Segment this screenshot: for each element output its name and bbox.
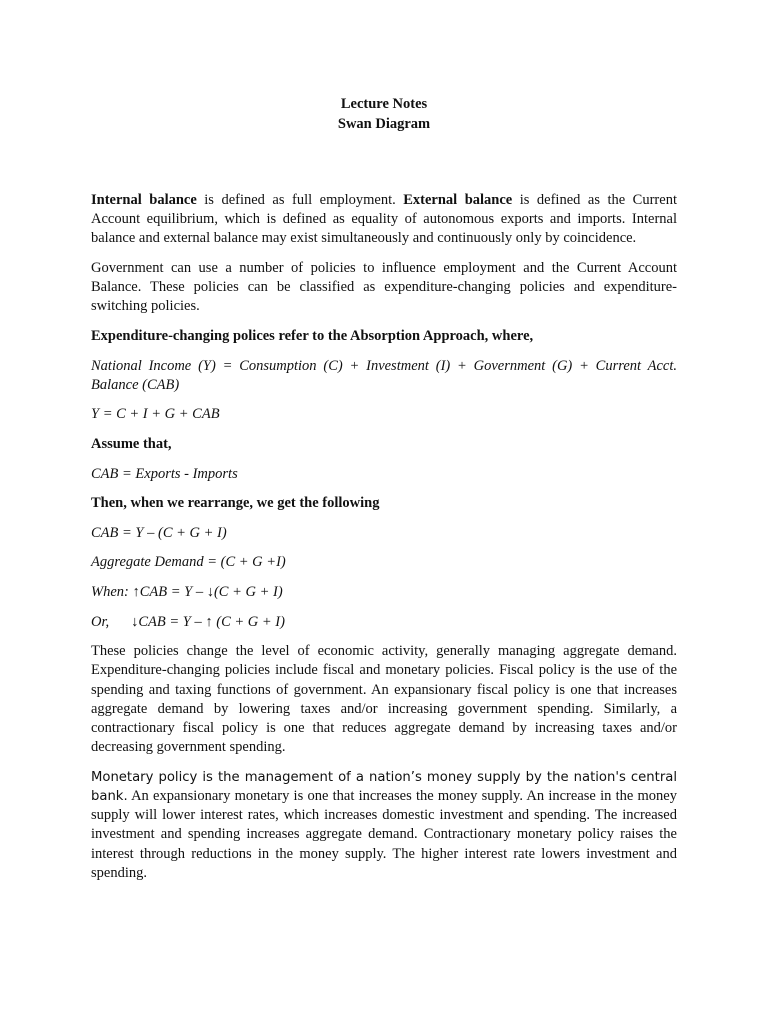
equation-y: Y = C + I + G + CAB: [91, 406, 220, 423]
equation-national-income: National Income (Y) = Consumption (C) + Investment (I) + Government (G) + Current Acct. Balance (CAB): [91, 357, 677, 393]
heading-absorption-approach: Expenditure-changing polices refer to the Absorption Approach, where,: [91, 328, 534, 344]
header-subtitle: Swan Diagram: [337, 116, 431, 132]
text-external-balance-def: is defined as the Current Account equilibrium, which is defined as equality of autonomous exports and imports. Internal balance and external balance may exist simultaneously and continuously only by coincidence.: [91, 192, 677, 247]
paragraph-fiscal-policy: These policies change the level of economic activity, generally managing aggregate demand. Expenditure-changing policies include fiscal and monetary policies. Fiscal policy is the use of the spending and taxing functions of government. An expansionary fiscal policy is one that increases aggregate demand by lowering taxes and/or increasing government spending. Similarly, a contractionary fiscal policy is one that reduces aggregate demand by increasing taxes and/or decreasing government spending.: [91, 643, 677, 756]
document-header: [0, 94, 768, 134]
header-title: Lecture Notes: [340, 96, 428, 112]
paragraph-government-policies: Government can use a number of policies to influence employment and the Current Account Balance. These policies can be classified as expenditure-changing policies and expenditure-switching policies.: [91, 260, 677, 315]
equation-cab-rearranged: CAB = Y – (C + G + I): [91, 524, 227, 541]
term-internal-balance: Internal balance: [91, 192, 197, 208]
text-internal-balance-def: is defined as full employment.: [196, 192, 404, 208]
paragraph-monetary-policy: [91, 768, 677, 883]
equation-or: [91, 613, 677, 632]
heading-assume: Assume that,: [91, 435, 172, 452]
paragraph-balance-definitions: [91, 191, 677, 249]
equation-or-label: Or,: [91, 613, 110, 630]
heading-rearrange: Then, when we rearrange, we get the following: [91, 495, 380, 512]
term-external-balance: External balance: [403, 192, 513, 208]
equation-or-expression: ↓CAB = Y – ↑ (C + G + I): [131, 613, 285, 630]
equation-when: When: ↑CAB = Y – ↓(C + G + I): [91, 583, 283, 600]
equation-cab: CAB = Exports - Imports: [91, 465, 238, 482]
monetary-policy-rest: An expansionary monetary is one that increases the money supply. An increase in the money supply will lower interest rates, which increases domestic investment and spending. The increased investment and spending increases aggregate demand. Contractionary monetary policy raises the interest through reductions in the money supply. The higher interest rate lowers investment and spending.: [91, 787, 677, 881]
monetary-policy-lead: Monetary policy is the management of a nation’s money supply by the nation's central bank.: [91, 769, 677, 804]
equation-aggregate-demand: Aggregate Demand = (C + G +I): [91, 554, 286, 571]
document-body: [91, 191, 677, 893]
